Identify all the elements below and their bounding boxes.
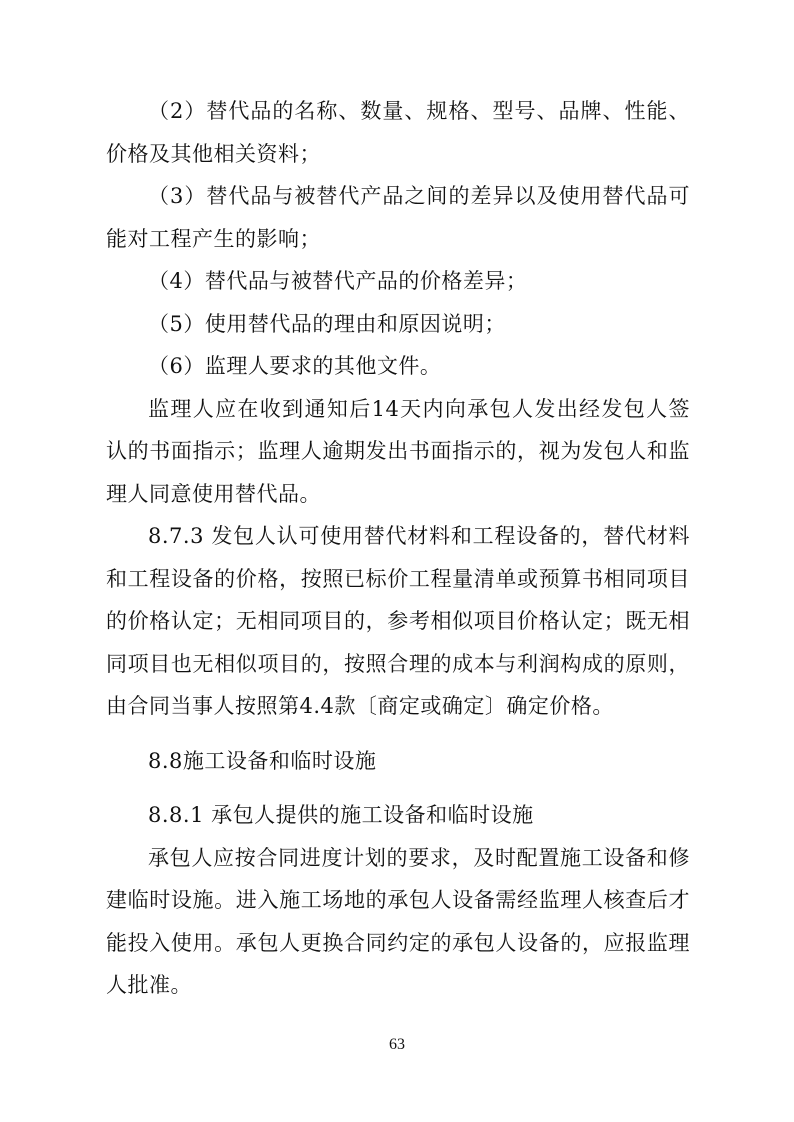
- paragraph-item-6: （6）监理人要求的其他文件。: [148, 354, 442, 378]
- page-content: [106, 90, 690, 1007]
- section-heading-8-8: 8.8施工设备和临时设施: [148, 748, 377, 773]
- page-number: 63: [389, 1036, 405, 1053]
- paragraph-item-5: （5）使用替代品的理由和原因说明；: [148, 311, 506, 336]
- subsection-heading-8-8-1: 8.8.1 承包人提供的施工设备和临时设施: [148, 803, 534, 827]
- paragraph-8-7-3: 8.7.3 发包人认可使用替代材料和工程设备的，替代材料和工程设备的价格，按照已标价工程量清单或预算书相同项目的价格认定；无相同项目的，参考相似项目价格认定；既无相同项目也无相似项目的，按照合理的成本与利润构成的原则，由合同当事人按照第4.4款〔商定或确定〕确定价格。: [106, 524, 690, 718]
- paragraph-item-4: （4）替代品与被替代产品的价格差异；: [148, 269, 528, 293]
- paragraph-item-2: （2）替代品的名称、数量、规格、型号、品牌、性能、价格及其他相关资料；: [106, 99, 690, 166]
- paragraph-contractor-equipment: 承包人应按合同进度计划的要求，及时配置施工设备和修建临时设施。进入施工场地的承包人设备需经监理人核查后才能投入使用。承包人更换合同约定的承包人设备的，应报监理人批准。: [106, 845, 690, 997]
- paragraph-supervisor-instruction: 监理人应在收到通知后14天内向承包人发出经发包人签认的书面指示；监理人逾期发出书面指示的，视为发包人和监理人同意使用替代品。: [106, 396, 690, 506]
- paragraph-item-3: （3）替代品与被替代产品之间的差异以及使用替代品可能对工程产生的影响；: [106, 184, 690, 251]
